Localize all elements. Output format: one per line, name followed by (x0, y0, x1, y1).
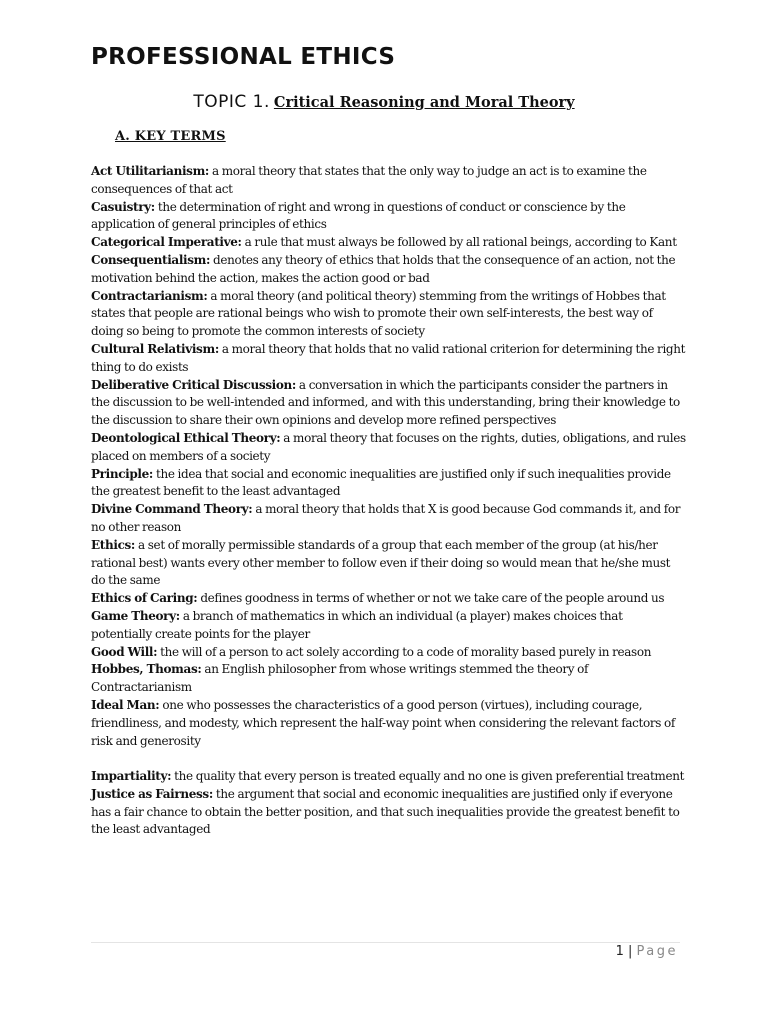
term-entry (91, 697, 686, 750)
key-terms-list (91, 163, 686, 839)
term-name: Contractarianism: (91, 288, 208, 303)
topic-title: Critical Reasoning and Moral Theory (273, 94, 575, 111)
term-entry (91, 163, 686, 199)
term-definition: a moral theory that states that the only way to judge an act is to examine the consequences of that act (91, 164, 647, 196)
term-entry (91, 430, 686, 466)
term-name: Ethics: (91, 537, 136, 552)
term-entry (91, 608, 686, 644)
term-entry (91, 501, 686, 537)
term-name: Consequentialism: (91, 252, 211, 267)
term-entry (91, 661, 686, 697)
term-entry (91, 768, 686, 786)
term-definition: the determination of right and wrong in questions of conduct or conscience by the application of general principles of ethics (91, 199, 626, 232)
term-name: Justice as Fairness: (91, 786, 213, 801)
term-name: Deontological Ethical Theory: (91, 430, 281, 445)
term-definition: one who possesses the characteristics of a good person (virtues), including courage, friendliness, and modesty, which represent the half-way point when considering the relevant factors of risk and generosity (91, 697, 675, 748)
term-definition: the will of a person to act solely according to a code of morality based purely in reason (160, 644, 652, 659)
term-entry (91, 252, 686, 288)
term-entry (91, 377, 686, 430)
term-definition: an English philosopher from whose writings stemmed the theory of Contractarianism (91, 662, 589, 695)
term-definition: defines goodness in terms of whether or not we take care of the people around us (200, 591, 665, 606)
section-heading: A. KEY TERMS (115, 129, 226, 144)
term-definition: the quality that every person is treated equally and no one is given preferential treatment (174, 769, 685, 784)
term-definition: a moral theory that holds that X is good because God commands it, and for no other reason (91, 502, 681, 534)
term-definition: a branch of mathematics in which an individual (a player) makes choices that potentially create points for the player (91, 608, 623, 641)
term-name: Game Theory: (91, 608, 180, 623)
term-name: Impartiality: (91, 769, 172, 784)
term-name: Ideal Man: (91, 697, 160, 712)
term-name: Cultural Relativism: (91, 341, 219, 356)
term-name: Categorical Imperative: (91, 235, 242, 250)
term-name: Hobbes, Thomas: (91, 662, 202, 677)
term-definition: a conversation in which the participants consider the partners in the discussion to be well-intended and informed, and with this understanding, bring their knowledge to the discussion to share their own opinions and develop more refined perspectives (91, 377, 680, 428)
page-number: 1 (615, 944, 624, 959)
term-entry (91, 590, 686, 608)
term-name: Act Utilitarianism: (91, 164, 210, 178)
term-definition: a moral theory that holds that no valid rational criterion for determining the right thing to do exists (91, 341, 686, 374)
term-entry (91, 288, 686, 341)
term-entry (91, 234, 686, 252)
page-separator: | (627, 944, 633, 959)
topic-label: TOPIC 1. (193, 92, 270, 112)
term-entry (91, 786, 686, 839)
term-name: Divine Command Theory: (91, 502, 253, 517)
term-entry (91, 644, 686, 662)
topic-heading (0, 92, 768, 112)
footer-divider (91, 942, 680, 943)
term-definition: denotes any theory of ethics that holds that the consequence of an action, not the motivation behind the action, makes the action good or bad (91, 252, 676, 285)
term-name: Ethics of Caring: (91, 591, 198, 606)
page-title: PROFESSIONAL ETHICS (91, 44, 396, 70)
term-entry (91, 466, 686, 502)
term-name: Good Will: (91, 644, 158, 659)
page-footer (616, 944, 678, 959)
term-definition: a rule that must always be followed by all rational beings, according to Kant (244, 235, 677, 250)
term-definition: a moral theory (and political theory) stemming from the writings of Hobbes that states that people are rational beings who wish to promote their own self-interests, the best way of doing so being to promote the common interests of society (91, 288, 666, 339)
term-entry (91, 537, 686, 590)
term-entry (91, 199, 686, 235)
term-name: Deliberative Critical Discussion: (91, 377, 296, 392)
term-definition: a set of morally permissible standards of a group that each member of the group (at his/her rational best) wants every other member to follow even if their doing so would mean that he/she must do the same (91, 537, 671, 588)
term-name: Casuistry: (91, 199, 155, 214)
page-word: Page (636, 944, 678, 959)
term-definition: the idea that social and economic inequalities are justified only if such inequalities provide the greatest benefit to the least advantaged (91, 466, 671, 499)
term-name: Principle: (91, 466, 154, 481)
term-definition: the argument that social and economic inequalities are justified only if everyone has a fair chance to obtain the better position, and that such inequalities provide the greatest benefit to the least advantaged (91, 786, 680, 837)
term-entry (91, 341, 686, 377)
term-definition: a moral theory that focuses on the rights, duties, obligations, and rules placed on members of a society (91, 430, 686, 463)
